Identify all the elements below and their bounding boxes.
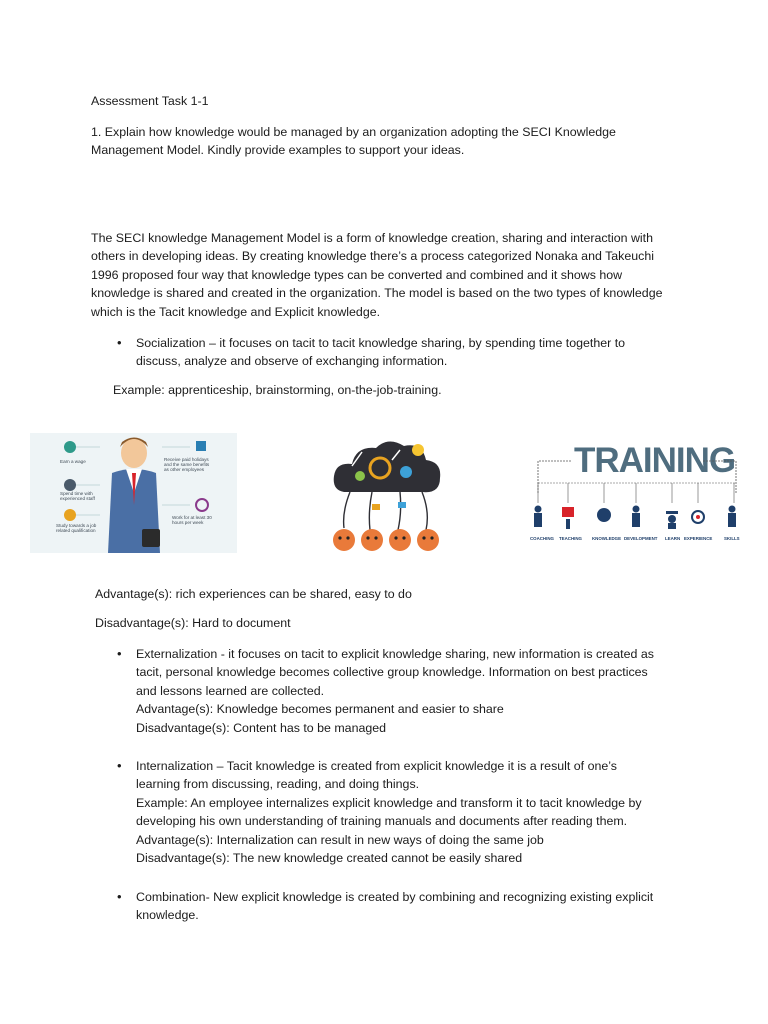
people-icon [64, 479, 76, 491]
document-title: Assessment Task 1-1 [91, 94, 209, 108]
head-icon [597, 508, 611, 522]
training-label: KNOWLEDGE [592, 536, 622, 541]
externalization-line: Externalization - it focuses on tacit to explicit knowledge sharing, new information is created as [136, 647, 654, 661]
bullet-icon: • [117, 646, 122, 661]
socialization-disadvantage: Disadvantage(s): Hard to document [95, 616, 291, 630]
apprentice-label: Work for at least 30 hours per week [172, 515, 212, 526]
clock-icon [196, 499, 208, 511]
brainstorming-image [322, 432, 452, 552]
apprentice-label: Receive paid holidays and the same benefits as other employees [164, 457, 210, 473]
intro-line: The SECI knowledge Management Model is a form of knowledge creation, sharing and interaction with [91, 231, 654, 245]
internalization-line: Example: An employee internalizes explicit knowledge and transform it to tacit knowledge by [136, 795, 642, 810]
lightbulb-icon [412, 444, 424, 456]
externalization-line: and lessons learned are collected. [136, 683, 325, 698]
socialization-line: discuss, analyze and observe of exchanging information. [136, 354, 448, 369]
cloud-icon [334, 441, 441, 492]
training-label: EXPERIENCE [684, 536, 713, 541]
intro-line: others in developing ideas. By creating knowledge there’s a process categorized Nonaka and Takeuchi [91, 249, 654, 264]
training-label: LEARN [665, 536, 681, 541]
externalization-bullet [117, 645, 677, 737]
training-word: TRAINING [574, 441, 736, 480]
training-label: COACHING [530, 536, 554, 541]
face-icon [361, 529, 383, 551]
training-image [526, 433, 748, 549]
question-line: Management Model. Kindly provide examples to support your ideas. [91, 143, 465, 158]
intro-line: 1996 proposed four way that knowledge types can be converted and combined and it shows how [91, 267, 623, 282]
externalization-line: tacit, personal knowledge becomes collective group knowledge. Information on best practices [136, 665, 648, 680]
training-label: TEACHING [559, 536, 582, 541]
internalization-line: Advantage(s): Internalization can result in new ways of doing the same job [136, 832, 544, 847]
intro-line: which is the Tacit knowledge and Explicit knowledge. [91, 304, 381, 319]
trophy-icon [64, 509, 76, 521]
training-label: SKILLS [724, 536, 740, 541]
calendar-icon [196, 441, 206, 451]
combination-bullet [117, 888, 677, 925]
question-line: 1. Explain how knowledge would be managed by an organization adopting the SECI Knowledge [91, 125, 616, 139]
apprentice-image [30, 433, 237, 553]
socialization-bullet [117, 334, 677, 371]
face-icon [333, 529, 355, 551]
internalization-line: Internalization – Tacit knowledge is created from explicit knowledge it is a result of one’s [136, 759, 617, 773]
socialization-advantage: Advantage(s): rich experiences can be shared, easy to do [95, 587, 412, 601]
briefcase-icon [142, 529, 160, 547]
intro-line: knowledge is shared and created in the organization. The model is based on the two types of knowledge [91, 286, 663, 301]
socialization-line: Socialization – it focuses on tacit to tacit knowledge sharing, by spending time together to [136, 336, 626, 350]
apprentice-label: Earn a wage [60, 459, 86, 464]
internalization-bullet [117, 757, 677, 867]
training-icons [526, 433, 748, 549]
socialization-example: Example: apprenticeship, brainstorming, on-the-job-training. [113, 383, 442, 397]
combination-line: knowledge. [136, 908, 199, 923]
externalization-line: Advantage(s): Knowledge becomes permanent and easier to share [136, 702, 504, 717]
brainstorming-illustration [322, 432, 452, 552]
bullet-icon: • [117, 889, 122, 904]
intro-paragraph [91, 229, 691, 321]
bullet-icon: • [117, 758, 122, 773]
internalization-line: Disadvantage(s): The new knowledge created cannot be easily shared [136, 851, 523, 866]
combination-line: Combination- New explicit knowledge is created by combining and recognizing existing explicit [136, 890, 654, 904]
externalization-line: Disadvantage(s): Content has to be managed [136, 720, 387, 735]
apprentice-label: Study towards a job related qualification [56, 523, 97, 534]
bullet-icon: • [117, 335, 122, 350]
face-icon [389, 529, 411, 551]
internalization-line: developing his own understanding of training manuals and documents after reading them. [136, 814, 628, 829]
apprentice-label: Spend time with experienced staff [60, 491, 95, 502]
question-paragraph [91, 123, 691, 160]
training-label: DEVELOPMENT [624, 536, 658, 541]
internalization-line: learning from discussing, reading, and doing things. [136, 777, 420, 792]
face-icon [417, 529, 439, 551]
pound-icon [64, 441, 76, 453]
